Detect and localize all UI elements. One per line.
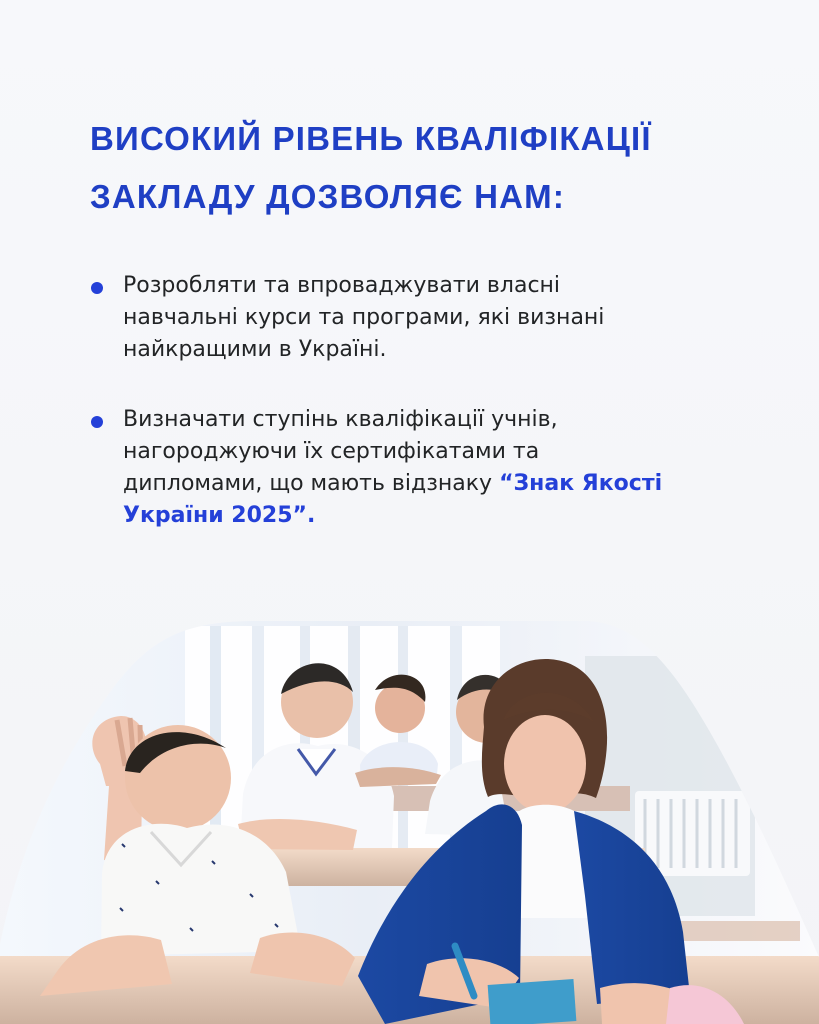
quality-mark-highlight: “Знак Якості [499, 471, 663, 496]
benefit-item-courses [90, 270, 760, 366]
benefit-item-certificates [90, 404, 760, 532]
title-line-2: ЗАКЛАДУ ДОЗВОЛЯЄ НАМ: [90, 178, 566, 215]
quality-mark-highlight-line-2: України 2025”. [123, 503, 316, 528]
benefit-text-line-2: нагороджуючи їх сертифікатами та [123, 439, 540, 464]
page-title [90, 110, 770, 226]
bullet-icon [91, 282, 103, 294]
benefit-text-line-2: навчальні курси та програми, які визнані [123, 305, 605, 330]
benefit-list [90, 270, 760, 532]
classroom-photo [0, 606, 819, 1024]
classroom-photo-illustration [0, 606, 819, 1024]
bullet-icon [91, 416, 103, 428]
title-line-1: ВИСОКИЙ РІВЕНЬ КВАЛІФІКАЦІЇ [90, 120, 652, 157]
benefit-text-line-3: дипломами, що мають відзнаку [123, 471, 500, 496]
benefit-text-line-1: Розробляти та впроваджувати власні [123, 273, 561, 298]
benefit-text-line-1: Визначати ступінь кваліфікації учнів, [123, 407, 558, 432]
benefit-text-line-3: найкращими в Україні. [123, 337, 387, 362]
